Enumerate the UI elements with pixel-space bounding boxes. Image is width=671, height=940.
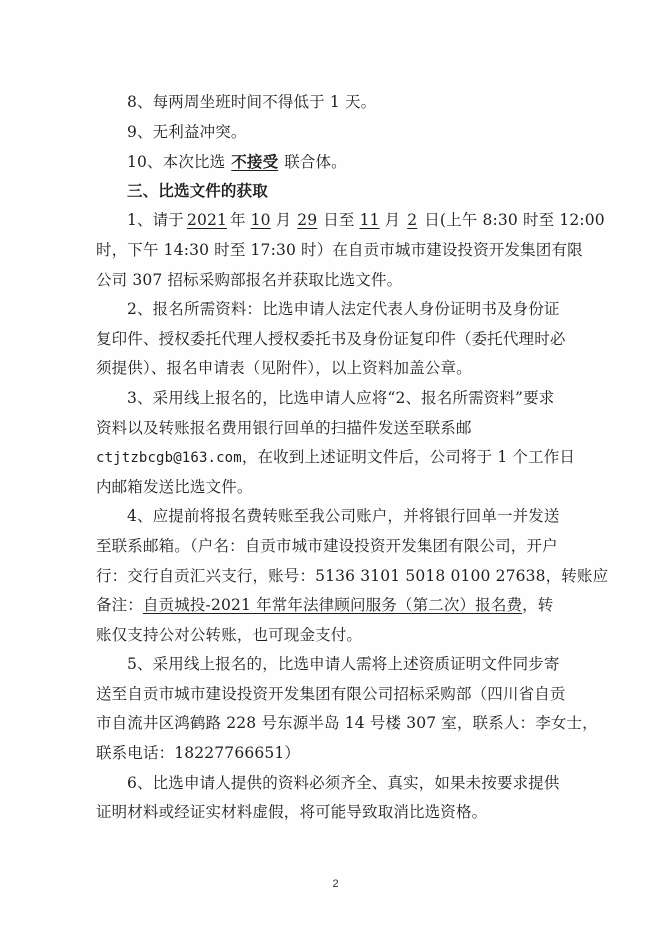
p1-month-end: 11 — [359, 211, 380, 230]
item-10-suffix: 联合体。 — [284, 153, 347, 172]
contact-email: ctjtzbcgb@163.com — [96, 450, 242, 467]
p3-line3-rest: ，在收到上述证明文件后，公司将于 1 个工作日 — [241, 448, 576, 467]
p1-year-unit: 年 — [229, 211, 246, 230]
p4-line4 — [96, 591, 576, 621]
p5-line4: 联系电话：18227766651） — [96, 744, 301, 763]
p3-line4: 内邮箱发送比选文件。 — [96, 477, 253, 496]
p3-line2: 资料以及转账报名费用银行回单的扫描件发送至联系邮 — [96, 418, 472, 437]
item-10-prefix: 10、本次比选 — [127, 153, 226, 172]
p4-line3: 行：交行自贡汇兴支行，账号：5136 3101 5018 0100 27638，转账应 — [96, 566, 609, 585]
p1-month-start-unit: 月 — [275, 211, 292, 230]
item-8: 8、每两周坐班时间不得低于 1 天。 — [127, 93, 377, 111]
p1-day-end-unit: 日(上午 8:30 时至 12:00 — [424, 211, 605, 230]
p1-month-start: 10 — [250, 211, 271, 230]
p5-line2: 送至自贡市城市建设投资开发集团有限公司招标采购部（四川省自贡 — [96, 684, 566, 703]
p2-line1: 2、报名所需资料：比选申请人法定代表人身份证明书及身份证 — [127, 300, 560, 319]
p6-line1: 6、比选申请人提供的资料必须齐全、真实，如果未按要求提供 — [127, 773, 560, 792]
p1-month-end-unit: 月 — [384, 211, 401, 230]
p1-year: 2021 — [186, 211, 227, 230]
p4-line5: 账仅支持公对公转账，也可现金支付。 — [96, 625, 363, 644]
p5-line1: 5、采用线上报名的，比选申请人需将上述资质证明文件同步寄 — [127, 655, 560, 674]
transfer-remark: 自贡城投-2021 年常年法律顾问服务（第二次）报名费 — [142, 596, 523, 615]
p4-line1: 4、应提前将报名费转账至我公司账户，并将银行回单一并发送 — [127, 507, 560, 526]
item-10-emphasis: 不接受 — [231, 152, 279, 172]
p2-line2: 复印件、授权委托代理人授权委托书及身份证复印件（委托代理时必 — [96, 329, 566, 348]
p1-line1 — [96, 206, 605, 236]
page-number: 2 — [332, 878, 339, 890]
p3-line3 — [96, 443, 576, 473]
p1-prefix: 1、请于 — [127, 211, 184, 230]
section-3-heading: 三、比选文件的获取 — [127, 181, 268, 200]
p5-line3: 市自流井区鸿鹤路 228 号东源半岛 14 号楼 307 室，联系人：李女士， — [96, 714, 598, 733]
p4-note-prefix: 备注： — [96, 596, 143, 615]
p1-day-start-unit: 日至 — [323, 211, 355, 230]
item-9: 9、无利益冲突。 — [127, 122, 247, 141]
p6-line2: 证明材料或经证实材料虚假，将可能导致取消比选资格。 — [96, 803, 488, 822]
p1-day-start: 29 — [297, 211, 318, 230]
document-body — [96, 88, 609, 828]
p4-line2: 至联系邮箱。（户名：自贡市城市建设投资开发集团有限公司，开户 — [96, 536, 558, 555]
p2-line3: 须提供）、报名申请表（见附件），以上资料加盖公章。 — [96, 359, 472, 378]
p4-note-suffix: ，转 — [522, 596, 554, 615]
p1-line3: 公司 307 招标采购部报名并获取比选文件。 — [96, 270, 403, 289]
item-10 — [96, 147, 576, 177]
p3-line1: 3、采用线上报名的，比选申请人应将“2、报名所需资料”要求 — [127, 388, 555, 407]
p1-day-end: 2 — [407, 211, 418, 230]
p1-line2: 时，下午 14:30 时至 17:30 时）在自贡市城市建设投资开发集团有限 — [96, 240, 583, 259]
